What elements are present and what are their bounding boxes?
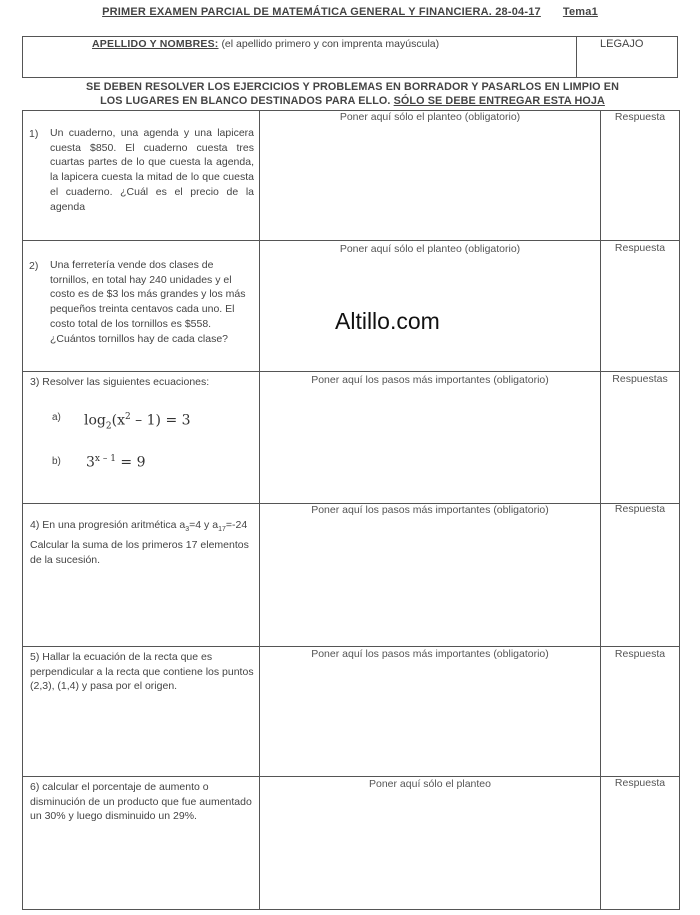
question-6-work-label: Poner aquí sólo el planteo	[368, 778, 491, 790]
question-6-number: 6)	[30, 781, 40, 793]
question-4-answer-label: Respuesta	[614, 503, 666, 515]
question-3-answer-area[interactable]	[601, 389, 679, 502]
question-3-number: 3)	[30, 376, 40, 388]
question-6-text	[30, 780, 254, 824]
question-6-answer-area[interactable]	[601, 794, 679, 908]
question-2-work-label: Poner aquí sólo el planteo (obligatorio)	[339, 243, 521, 255]
question-3-work-label: Poner aquí los pasos más importantes (obligatorio)	[311, 374, 549, 386]
tema-label: Tema1	[562, 6, 598, 18]
name-field[interactable]	[92, 37, 439, 52]
name-hint: (el apellido primero y con imprenta mayúscula)	[221, 38, 440, 50]
instructions-notice	[30, 80, 675, 108]
row-divider-2	[22, 371, 680, 372]
question-5-answer-label: Respuesta	[614, 648, 666, 660]
question-5-text	[30, 650, 254, 694]
question-4-work-area[interactable]	[260, 520, 600, 645]
row-divider-4	[22, 646, 680, 647]
exam-title	[0, 6, 700, 18]
name-label: APELLIDO Y NOMBRES:	[92, 38, 219, 50]
row-divider-5	[22, 776, 680, 777]
legajo-divider	[576, 36, 577, 78]
question-6-work-area[interactable]	[260, 794, 600, 908]
question-1-answer-area[interactable]	[601, 126, 679, 239]
question-5-answer-area[interactable]	[601, 664, 679, 775]
question-3-text	[30, 375, 256, 390]
question-4-number: 4)	[30, 519, 40, 531]
question-2-answer-area[interactable]	[601, 258, 679, 370]
question-5-work-area[interactable]	[260, 664, 600, 775]
question-3b-label: b)	[52, 456, 61, 467]
question-1-answer-label: Respuesta	[614, 111, 666, 123]
altillo-watermark: Altillo.com	[335, 308, 440, 334]
question-5-work-label: Poner aquí los pasos más importantes (obligatorio)	[311, 648, 549, 660]
question-4-answer-area[interactable]	[601, 520, 679, 645]
legajo-label: LEGAJO	[600, 38, 644, 50]
question-2-number: 2)	[29, 260, 39, 272]
question-4-text: 4) En una progresión aritmética $a_3=4$ y $a_{17}=-24$ Calcular la suma de los primeros 17 elementos de la sucesión.	[30, 519, 249, 566]
question-6-prompt: calcular el porcentaje de aumento o disminución de un producto que fue aumentado un 30% y luego disminuido un 29%.	[30, 781, 252, 823]
question-1-number: 1)	[29, 128, 39, 140]
question-3-work-area[interactable]	[260, 389, 600, 502]
question-3a-label: a)	[52, 412, 61, 423]
question-1-work-label: Poner aquí sólo el planteo (obligatorio)	[339, 111, 521, 123]
question-5-prompt: Hallar la ecuación de la recta que es perpendicular a la recta que contiene los puntos (2,3), (1,4) y pasa por el origen.	[30, 651, 254, 693]
notice-line-2a: LOS LUGARES EN BLANCO DESTINADOS PARA ELLO.	[100, 95, 391, 107]
question-1-work-area[interactable]	[260, 126, 600, 239]
question-3b-equation: $3^{x - 1} = 9$	[86, 454, 146, 471]
notice-line-2b: SÓLO SE DEBE ENTREGAR ESTA HOJA	[393, 95, 605, 107]
question-3-answer-label: Respuestas	[612, 373, 668, 385]
question-5-number: 5)	[30, 651, 40, 663]
legajo-field[interactable]	[600, 37, 643, 52]
notice-line-1: SE DEBEN RESOLVER LOS EJERCICIOS Y PROBLEMAS EN BORRADOR Y PASARLOS EN LIMPIO EN	[86, 81, 619, 93]
notice-line-2	[30, 94, 675, 108]
question-1-text: Un cuaderno, una agenda y una lapicera cuesta $850. El cuaderno cuesta tres cuartas partes de lo que cuesta la agenda, la lapicera cuesta la mitad de lo que cuesta el cuaderno. ¿Cuál es el precio de la agenda	[50, 127, 254, 213]
question-2-answer-label: Respuesta	[614, 242, 666, 254]
question-2-text: Una ferretería vende dos clases de tornillos, en total hay 240 unidades y el costo es de $3 los más grandes y los más pequeños treinta centavos cada uno. El costo total de los tornillos es $558. ¿Cuántos tornillos hay de cada clase?	[50, 259, 246, 345]
question-3a-equation: $\log_2(x^2 - 1) = 3$	[84, 412, 191, 432]
question-3-prompt: Resolver las siguientes ecuaciones:	[42, 376, 210, 388]
question-4-work-label: Poner aquí los pasos más importantes (obligatorio)	[311, 504, 549, 516]
exam-title-text: PRIMER EXAMEN PARCIAL DE MATEMÁTICA GENERAL Y FINANCIERA. 28-04-17	[102, 6, 541, 18]
row-divider-1	[22, 240, 680, 241]
question-6-answer-label: Respuesta	[614, 777, 666, 789]
